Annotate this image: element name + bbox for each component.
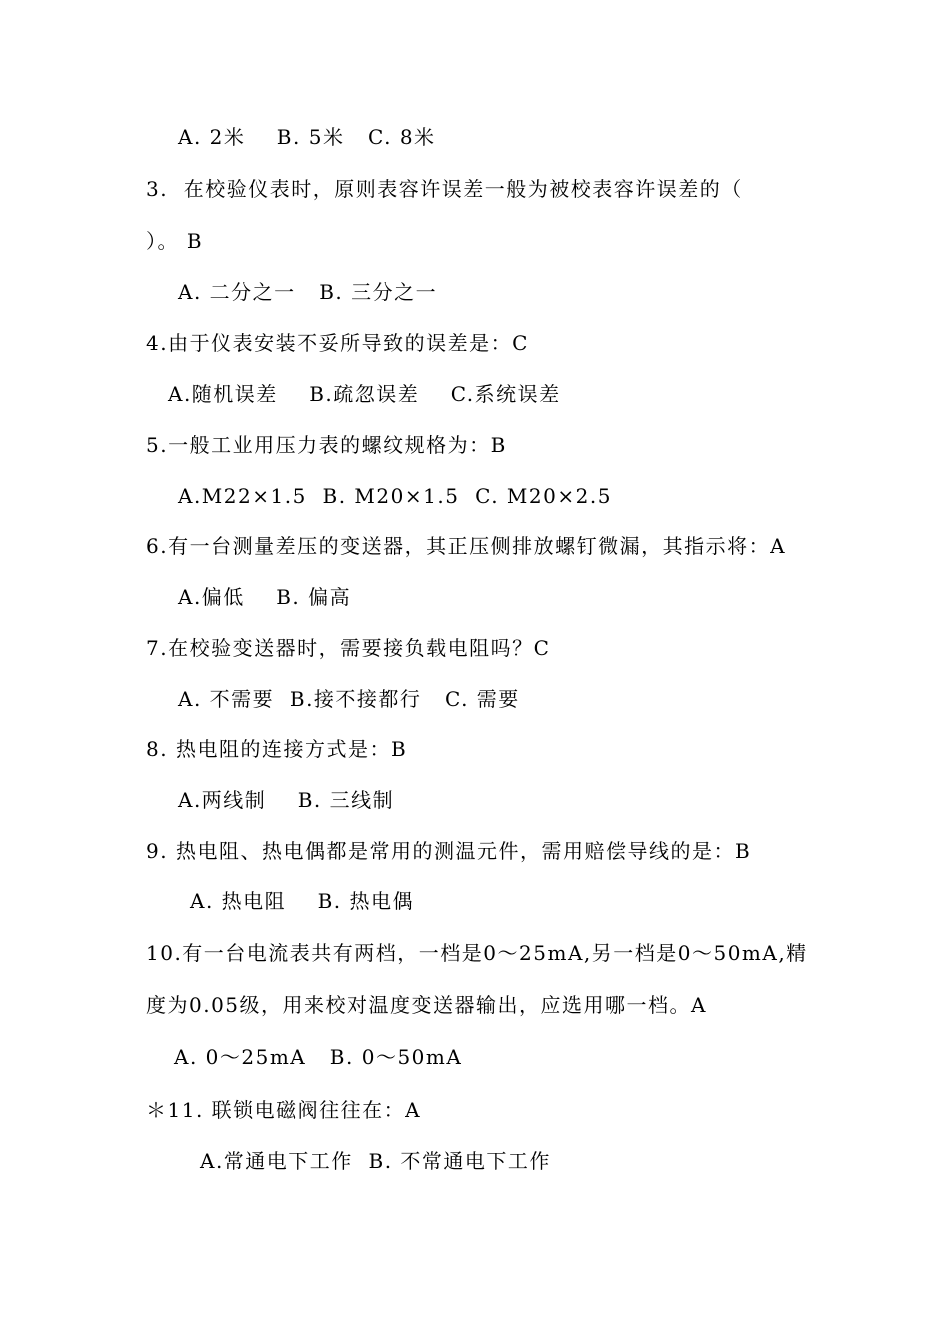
q5-question: 5.一般工业用压力表的螺纹规格为：B <box>146 433 507 457</box>
q10-question: 10.有一台电流表共有两档，一档是0～25mA,另一档是0～50mA,精 <box>146 941 808 965</box>
q6-options: A.偏低 B. 偏高 <box>178 585 352 609</box>
q3-question-cont: ）。 B <box>146 229 204 253</box>
q4-options: A.随机误差 B.疏忽误差 C.系统误差 <box>168 382 561 406</box>
q9-question: 9. 热电阻、热电偶都是常用的测温元件，需用赔偿导线的是：B <box>146 839 752 863</box>
q11-question: ＊11. 联锁电磁阀往往在：A <box>146 1098 422 1122</box>
q8-options: A.两线制 B. 三线制 <box>178 788 395 812</box>
q4-question: 4.由于仪表安装不妥所导致的误差是：C <box>146 331 529 355</box>
q7-options: A. 不需要 B.接不接都行 C. 需要 <box>178 687 520 711</box>
q5-options: A.M22×1.5 B. M20×1.5 C. M20×2.5 <box>178 484 612 508</box>
q6-question: 6.有一台测量差压的变送器，其正压侧排放螺钉微漏，其指示将：A <box>146 534 787 558</box>
q9-options: A. 热电阻 B. 热电偶 <box>190 889 414 913</box>
q10-options: A. 0～25mA B. 0～50mA <box>174 1045 463 1069</box>
q3-question: 3. 在校验仪表时，原则表容许误差一般为被校表容许误差的（ <box>146 177 743 201</box>
q3-options: A. 二分之一 B. 三分之一 <box>178 280 438 304</box>
q2-options: A. 2米 B. 5米 C. 8米 <box>178 125 436 149</box>
q11-options: A.常通电下工作 B. 不常通电下工作 <box>200 1149 551 1173</box>
q7-question: 7.在校验变送器时，需要接负载电阻吗？C <box>146 636 551 660</box>
q8-question: 8. 热电阻的连接方式是：B <box>146 737 408 761</box>
q10-question-cont: 度为0.05级，用来校对温度变送器输出，应选用哪一档。A <box>146 993 707 1017</box>
